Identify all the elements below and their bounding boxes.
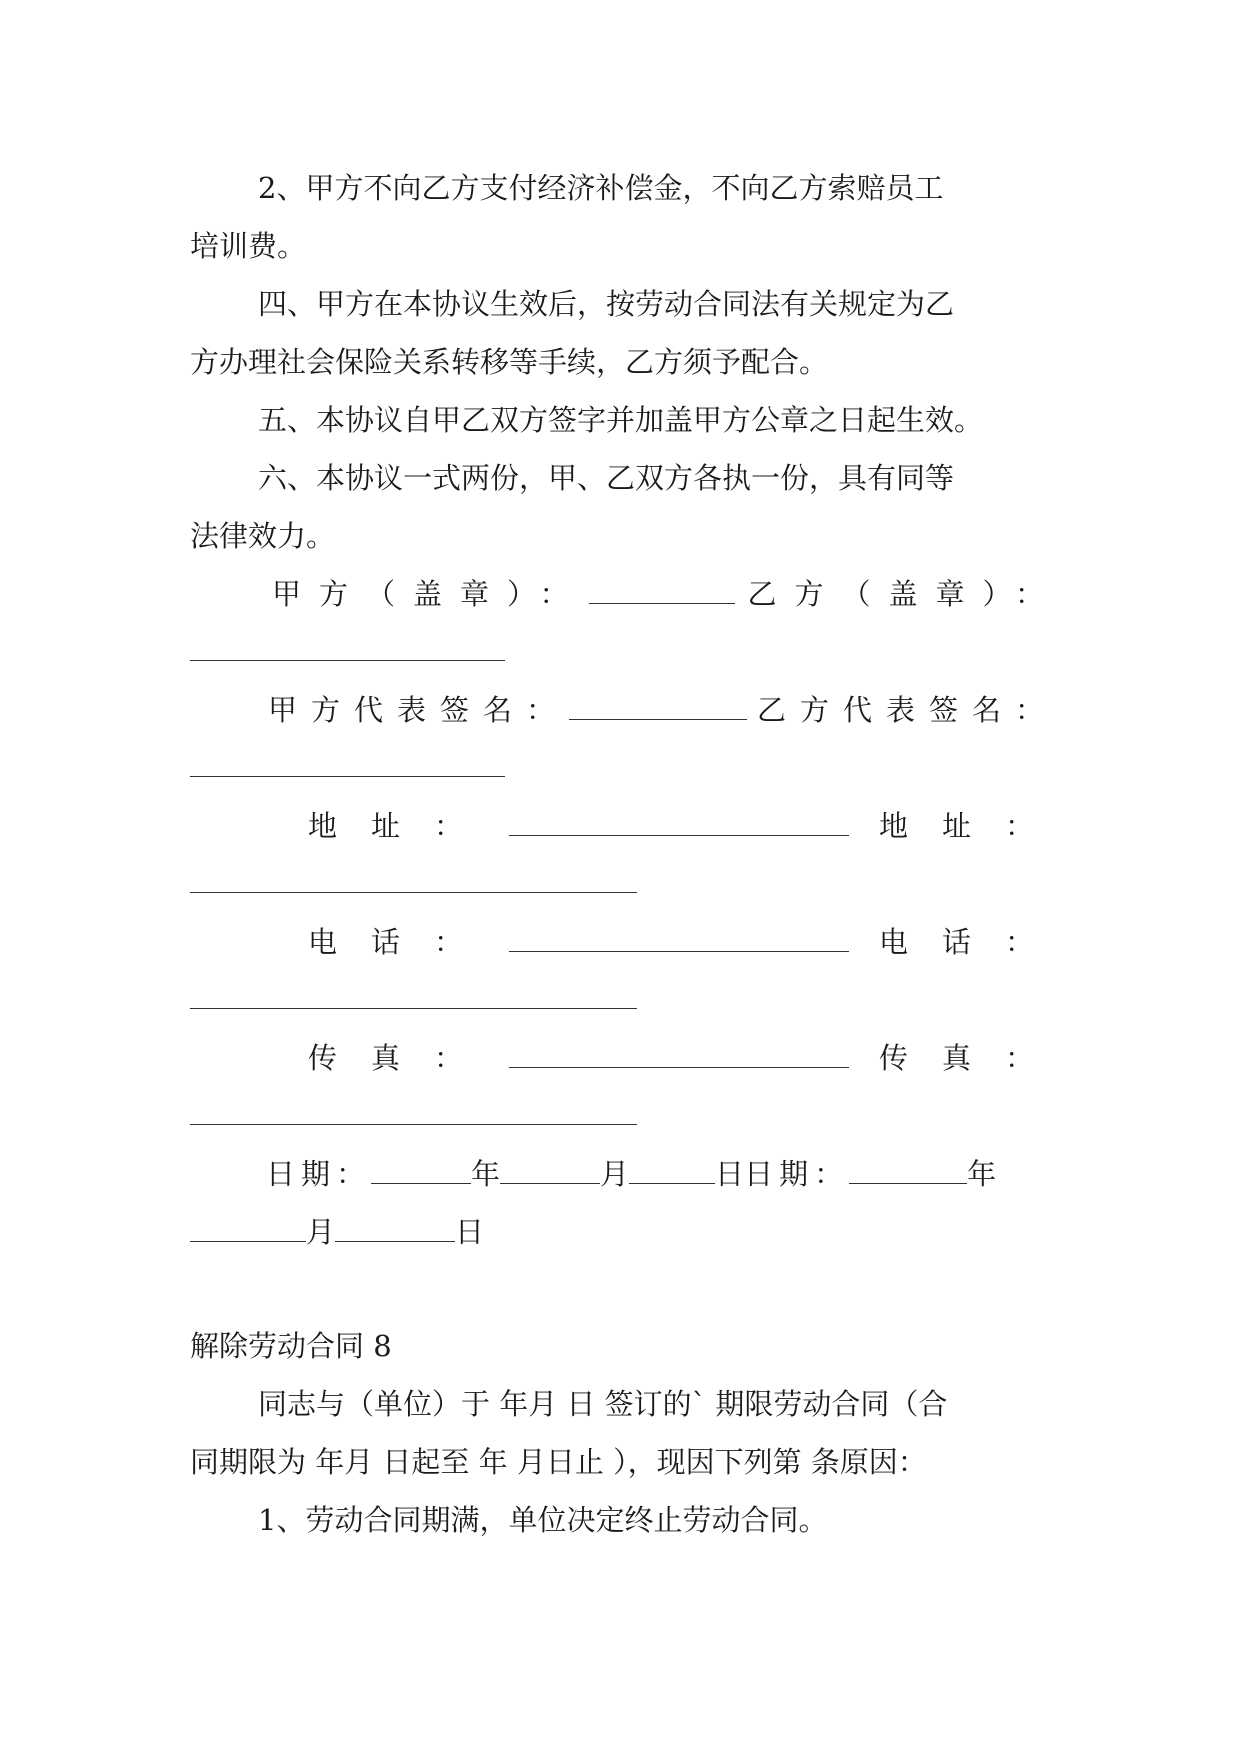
clause-2-line-1: 2、甲方不向乙方支付经济补偿金，不向乙方索赔员工	[258, 171, 944, 205]
party-a-seal-label: 甲方（盖章）：	[272, 577, 587, 611]
date-b-month-blank	[190, 1215, 306, 1242]
date-a-month-unit: 月	[600, 1157, 630, 1191]
party-b-rep-label: 乙方代表签名：	[756, 693, 1058, 727]
date-a-year-unit: 年	[471, 1157, 501, 1191]
party-b-rep-blank	[190, 776, 505, 777]
date-a-day-blank	[629, 1157, 715, 1184]
phone-a-blank	[509, 925, 849, 952]
section-8-line-2: 同期限为 年月 日起至 年 月日止 ），现因下列第 条原因：	[190, 1445, 927, 1479]
clause-5-line-1: 五、本协议自甲乙双方签字并加盖甲方公章之日起生效。	[258, 403, 984, 437]
section-8-title: 解除劳动合同 8	[190, 1329, 392, 1363]
seal-row	[272, 574, 1062, 614]
phone-row	[308, 922, 1068, 962]
clause-6-line-2: 法律效力。	[190, 519, 336, 553]
party-a-rep-label: 甲方代表签名：	[268, 693, 570, 727]
party-b-seal-blank	[190, 660, 505, 661]
address-label-a: 地址：	[308, 809, 498, 843]
date-b-day-blank	[335, 1215, 455, 1242]
party-b-seal-label: 乙方（盖章）：	[747, 577, 1062, 611]
date-b-day-unit: 日	[455, 1215, 485, 1249]
party-a-rep-blank	[569, 693, 747, 720]
date-b-year-unit: 年	[967, 1157, 997, 1191]
phone-label-b: 电话：	[878, 925, 1068, 959]
address-row	[308, 806, 1068, 846]
date-row	[266, 1154, 1066, 1194]
date-a-year-blank	[371, 1157, 471, 1184]
clause-6-line-1: 六、本协议一式两份，甲、乙双方各执一份，具有同等	[258, 461, 955, 495]
date-a-day-unit: 日	[715, 1157, 745, 1191]
address-a-blank	[509, 809, 849, 836]
fax-row	[308, 1038, 1068, 1078]
address-b-blank	[190, 892, 637, 893]
phone-label-a: 电话：	[308, 925, 498, 959]
date-b-year-blank	[849, 1157, 967, 1184]
representative-row	[268, 690, 1058, 730]
date-label-a: 日期：	[266, 1157, 372, 1191]
date-row-continued	[190, 1212, 1060, 1252]
fax-b-blank	[190, 1124, 637, 1125]
clause-4-line-2: 方办理社会保险关系转移等手续，乙方须予配合。	[190, 345, 829, 379]
fax-a-blank	[509, 1041, 849, 1068]
fax-label-a: 传真：	[308, 1041, 498, 1075]
clause-2-line-2: 培训费。	[190, 229, 307, 263]
address-label-b: 地址：	[878, 809, 1068, 843]
party-a-seal-blank	[589, 577, 736, 604]
phone-b-blank	[190, 1008, 637, 1009]
date-b-month-unit: 月	[306, 1215, 336, 1249]
section-8-line-3: 1、劳动合同期满，单位决定终止劳动合同。	[258, 1503, 828, 1537]
date-label-b: 日期：	[744, 1157, 850, 1191]
clause-4-line-1: 四、甲方在本协议生效后，按劳动合同法有关规定为乙	[258, 287, 955, 321]
fax-label-b: 传真：	[878, 1041, 1068, 1075]
date-a-month-blank	[500, 1157, 600, 1184]
section-8-line-1: 同志与（单位）于 年月 日 签订的` 期限劳动合同（合	[258, 1387, 948, 1421]
